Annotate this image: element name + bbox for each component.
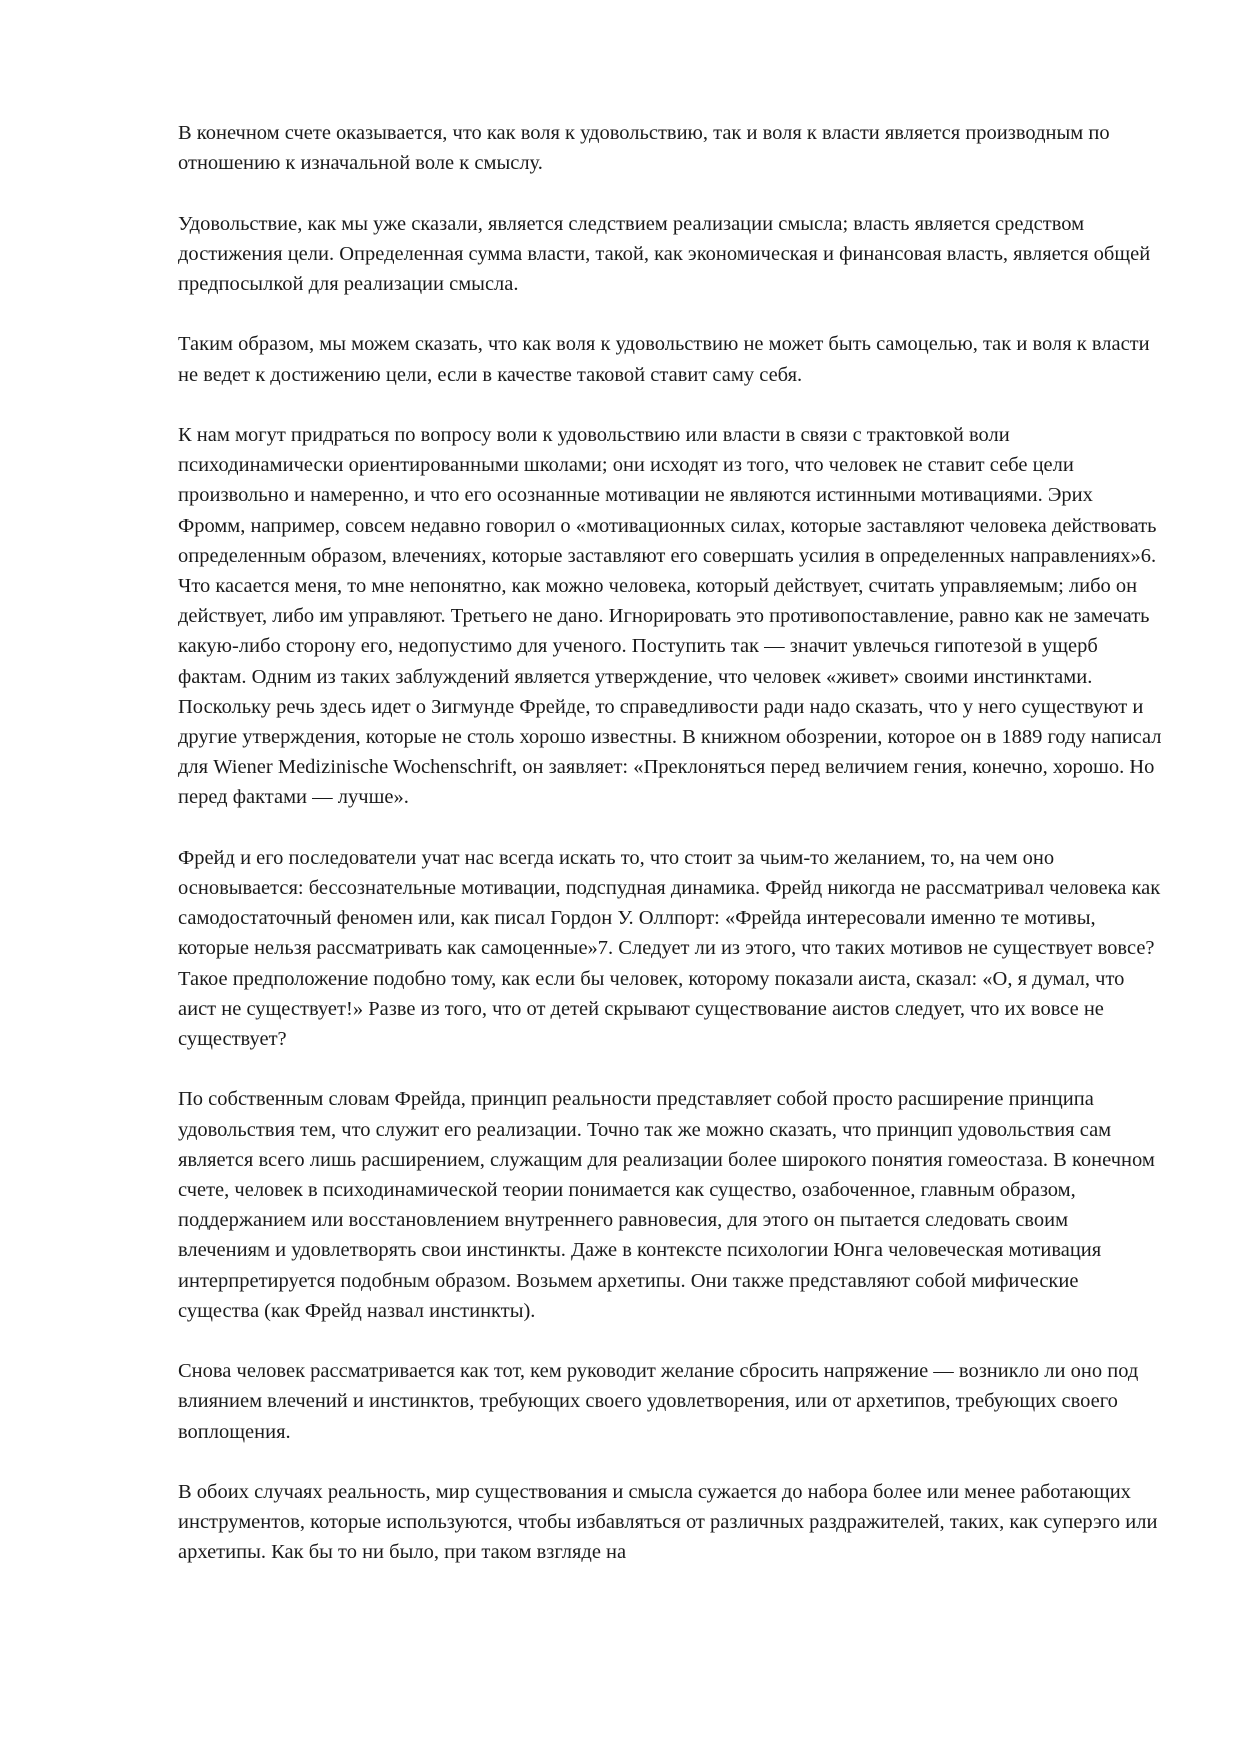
paragraph-4: К нам могут придраться по вопросу воли к удовольствию или власти в связи с трактовкой воли психодинамически ориентированными школами; они исходят из того, что человек не ставит себе цели произвольно и намеренно, и что его осознанные мотивации не являются истинными мотивациями. Эрих Фромм, например, совсем недавно говорил о «мотивационных силах, которые заставляют человека действовать определенным образом, влечениях, которые заставляют его совершать усилия в определенных направлениях»6. Что касается меня, то мне непонятно, как можно человека, который действует, считать управляемым; либо он действует, либо им управляют. Третьего не дано. Игнорировать это противопоставление, равно как не замечать какую-либо сторону его, недопустимо для ученого. Поступить так — значит увлечься гипотезой в ущерб фактам. Одним из таких заблуждений является утверждение, что человек «живет» своими инстинктами. Поскольку речь здесь идет о Зигмунде Фрейде, то справедливости ради надо сказать, что у него существуют и другие утверждения, которые не столь хорошо известны. В книжном обозрении, которое он в 1889 году написал для Wiener Medizinische Wochenschrift, он заявляет: «Преклоняться перед величием гения, конечно, хорошо. Но перед фактами — лучше». (178, 423, 1162, 809)
paragraph-2: Удовольствие, как мы уже сказали, является следствием реализации смысла; власть является средством достижения цели. Определенная сумма власти, такой, как экономическая и финансовая власть, является общей предпосылкой для реализации смысла. (178, 212, 1151, 295)
body-text (178, 118, 1162, 1598)
paragraph-5: Фрейд и его последователи учат нас всегда искать то, что стоит за чьим-то желанием, то, на чем оно основывается: бессознательные мотивации, подспудная динамика. Фрейд никогда не рассматривал человека как самодостаточный феномен или, как писал Гордон У. Оллпорт: «Фрейда интересовали именно те мотивы, которые нельзя рассматривать как самоценные»7. Следует ли из этого, что таких мотивов не существует вовсе? Такое предположение подобно тому, как если бы человек, которому показали аиста, сказал: «О, я думал, что аист не существует!» Разве из того, что от детей скрывают существование аистов следует, что их вовсе не существует? (178, 846, 1161, 1051)
paragraph-7: Снова человек рассматривается как тот, кем руководит желание сбросить напряжение — возникло ли оно под влиянием влечений и инстинктов, требующих своего удовлетворения, или от архетипов, требующих своего воплощения. (178, 1360, 1139, 1443)
paragraph-1: В конечном счете оказывается, что как воля к удовольствию, так и воля к власти является производным по отношению к изначальной воле к смыслу. (178, 122, 1110, 175)
paragraph-6: По собственным словам Фрейда, принцип реальности представляет собой просто расширение принципа удовольствия тем, что служит его реализации. Точно так же можно сказать, что принцип удовольствия сам является всего лишь расширением, служащим для реализации более широкого понятия гомеостаза. В конечном счете, человек в психодинамической теории понимается как существо, озабоченное, главным образом, поддержанием или восстановлением внутреннего равновесия, для этого он пытается следовать своим влечениям и удовлетворять свои инстинкты. Даже в контексте психологии Юнга человеческая мотивация интерпретируется подобным образом. Возьмем архетипы. Они также представляют собой мифические существа (как Фрейд назвал инстинкты). (178, 1088, 1155, 1322)
paragraph-3: Таким образом, мы можем сказать, что как воля к удовольствию не может быть самоцелью, так и воля к власти не ведет к достижению цели, если в качестве таковой ставит саму себя. (178, 333, 1150, 386)
paragraph-8: В обоих случаях реальность, мир существования и смысла сужается до набора более или менее работающих инструментов, которые используются, чтобы избавляться от различных раздражителей, таких, как суперэго или архетипы. Как бы то ни было, при таком взгляде на (178, 1481, 1158, 1564)
